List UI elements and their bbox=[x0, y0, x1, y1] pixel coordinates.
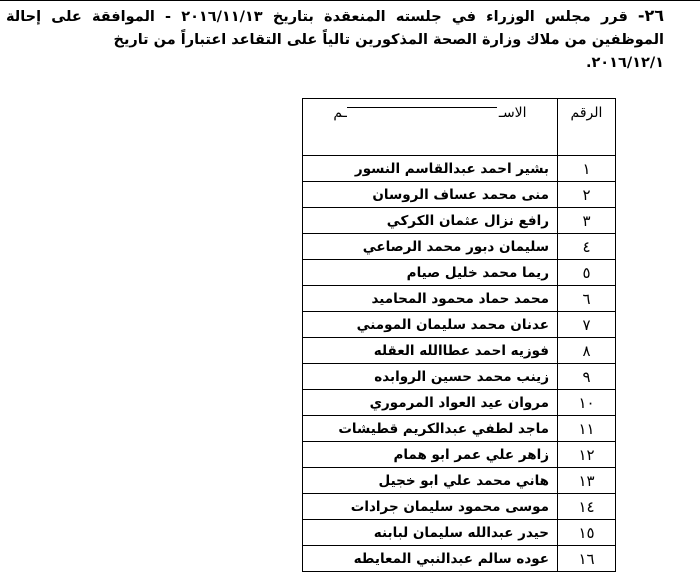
row-number: ١٥ bbox=[558, 520, 616, 546]
table-row bbox=[303, 260, 616, 286]
top-border bbox=[0, 0, 700, 1]
row-name: سليمان دبور محمد الرصاعي bbox=[303, 234, 558, 260]
table-row bbox=[303, 416, 616, 442]
row-name: موسى محمود سليمان جرادات bbox=[303, 494, 558, 520]
row-name: حيدر عبدالله سليمان لبابنه bbox=[303, 520, 558, 546]
row-number: ١ bbox=[558, 156, 616, 182]
table-row bbox=[303, 338, 616, 364]
table-row bbox=[303, 390, 616, 416]
table-row bbox=[303, 546, 616, 572]
table-row bbox=[303, 494, 616, 520]
row-name: محمد حماد محمود المحاميد bbox=[303, 286, 558, 312]
header-name bbox=[303, 99, 558, 156]
table-row bbox=[303, 468, 616, 494]
row-name: زينب محمد حسين الروابده bbox=[303, 364, 558, 390]
header-tatweel bbox=[347, 107, 497, 108]
table-body bbox=[303, 156, 616, 572]
table-row bbox=[303, 520, 616, 546]
retirees-table bbox=[302, 98, 616, 572]
row-number: ٧ bbox=[558, 312, 616, 338]
row-name: هاني محمد علي ابو خجيل bbox=[303, 468, 558, 494]
row-name: ريما محمد خليل صيام bbox=[303, 260, 558, 286]
row-number: ١٠ bbox=[558, 390, 616, 416]
table-row bbox=[303, 364, 616, 390]
row-number: ٩ bbox=[558, 364, 616, 390]
row-name: منى محمد عساف الروسان bbox=[303, 182, 558, 208]
table-row bbox=[303, 182, 616, 208]
table-row bbox=[303, 312, 616, 338]
table-row bbox=[303, 286, 616, 312]
row-number: ٥ bbox=[558, 260, 616, 286]
row-name: بشير احمد عبدالقاسم النسور bbox=[303, 156, 558, 182]
row-name: زاهر علي عمر ابو همام bbox=[303, 442, 558, 468]
row-number: ٨ bbox=[558, 338, 616, 364]
table-header-row bbox=[303, 99, 616, 156]
row-name: عوده سالم عبدالنبي المعايطه bbox=[303, 546, 558, 572]
row-name: فوزيه احمد عطاالله العقله bbox=[303, 338, 558, 364]
decision-text: قرر مجلس الوزراء في جلسته المنعقدة بتاريخ ٢٠١٦/١١/١٣ - الموافقة على إحالة الموظفين من ملاك وزارة الصحة المذكورين تالياً على التقاعد اعتباراً من تاريخ bbox=[6, 9, 664, 48]
table-row bbox=[303, 234, 616, 260]
row-number: ٤ bbox=[558, 234, 616, 260]
item-number: ٢٦- bbox=[637, 6, 664, 25]
header-number: الرقم bbox=[558, 99, 616, 156]
row-number: ١٤ bbox=[558, 494, 616, 520]
decision-paragraph bbox=[6, 4, 664, 75]
row-name: ماجد لطفي عبدالكريم قطيشات bbox=[303, 416, 558, 442]
row-number: ٣ bbox=[558, 208, 616, 234]
row-name: عدنان محمد سليمان المومني bbox=[303, 312, 558, 338]
row-number: ١٦ bbox=[558, 546, 616, 572]
row-number: ١٢ bbox=[558, 442, 616, 468]
header-name-end: ـم bbox=[333, 105, 347, 121]
effective-date: ٢٠١٦/١٢/١. bbox=[585, 55, 664, 71]
row-name: مروان عيد العواد المرموري bbox=[303, 390, 558, 416]
row-name: رافع نزال عثمان الكركي bbox=[303, 208, 558, 234]
table-row bbox=[303, 156, 616, 182]
header-name-start: الاسـ bbox=[498, 105, 527, 121]
table-row bbox=[303, 208, 616, 234]
table-row bbox=[303, 442, 616, 468]
row-number: ١١ bbox=[558, 416, 616, 442]
row-number: ١٣ bbox=[558, 468, 616, 494]
row-number: ٢ bbox=[558, 182, 616, 208]
row-number: ٦ bbox=[558, 286, 616, 312]
